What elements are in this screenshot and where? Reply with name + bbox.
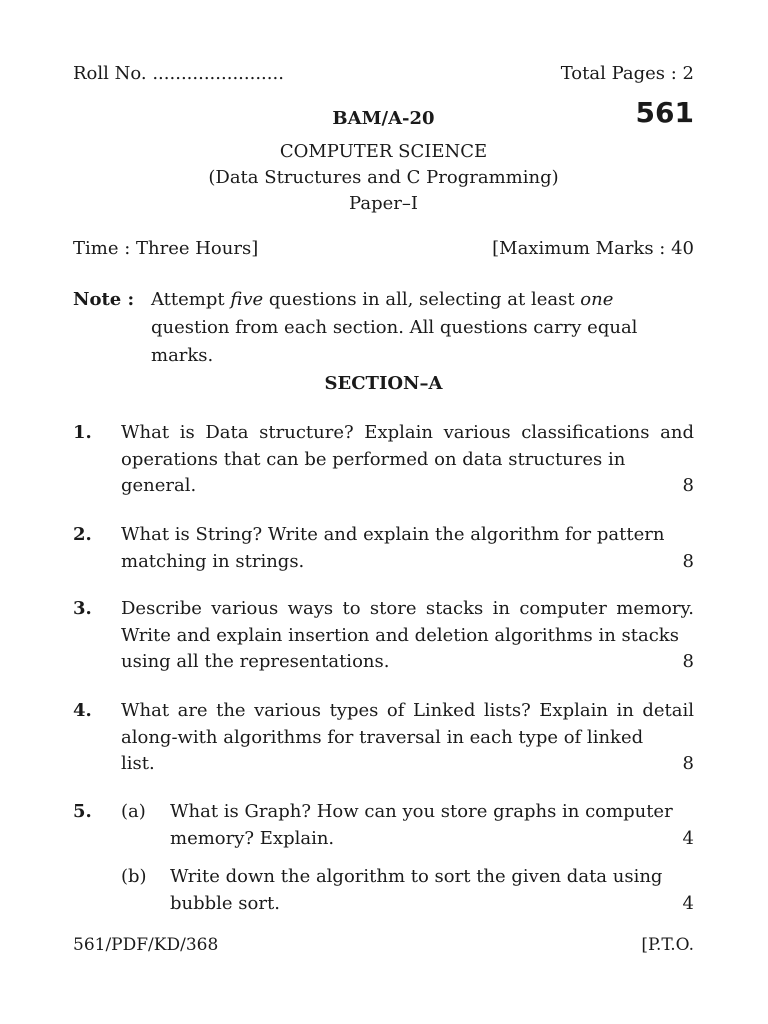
paper-code: BAM/A-20 bbox=[332, 108, 435, 129]
part-label: (a) bbox=[121, 801, 146, 822]
question-marks: 8 bbox=[682, 550, 694, 572]
paper-label: Paper–I bbox=[349, 193, 418, 214]
question-4: 4. What are the various types of Linked lists? Explain in detail along-with algorithms for traversal in each type of linked list. 8 bbox=[73, 698, 694, 778]
part-text: What is Graph? How can you store graphs in computer bbox=[170, 801, 673, 822]
part-label: (b) bbox=[121, 866, 147, 887]
instructions-note bbox=[73, 286, 694, 370]
subject-subtitle: (Data Structures and C Programming) bbox=[208, 167, 559, 188]
question-text: What is String? Write and explain the algorithm for pattern bbox=[121, 524, 665, 545]
total-pages: Total Pages : 2 bbox=[560, 63, 694, 84]
note-text: Attempt five questions in all, selecting at least one question from each section. All questions carry equal marks. bbox=[151, 289, 638, 366]
question-2: 2. What is String? Write and explain the algorithm for pattern matching in strings. 8 bbox=[73, 522, 694, 575]
please-turn-over: [P.T.O. bbox=[641, 935, 694, 955]
question-number: 2. bbox=[73, 524, 92, 545]
question-text: Describe various ways to store stacks in computer memory. Write and explain insertion and deletion algorithms in stacks bbox=[121, 598, 694, 646]
question-marks: 8 bbox=[682, 475, 694, 496]
header-row bbox=[73, 63, 694, 84]
question-marks: 8 bbox=[682, 753, 694, 774]
question-part-b: (b) Write down the algorithm to sort the given data using bubble sort. 4 bbox=[121, 864, 694, 917]
question-number: 5. bbox=[73, 801, 92, 822]
question-number: 3. bbox=[73, 598, 92, 619]
section-heading: SECTION–A bbox=[324, 373, 443, 394]
question-text: What is Data structure? Explain various classifications and operations that can be performed on data structures in bbox=[121, 422, 694, 470]
note-label: Note : bbox=[73, 289, 135, 310]
part-marks: 4 bbox=[682, 827, 694, 849]
question-text: What are the various types of Linked lists? Explain in detail along-with algorithms for traversal in each type of linked bbox=[121, 700, 694, 748]
page-footer bbox=[73, 935, 694, 955]
question-5 bbox=[73, 799, 694, 929]
question-number: 4. bbox=[73, 700, 92, 721]
question-3: 3. Describe various ways to store stacks in computer memory. Write and explain insertion and deletion algorithms in stacks using all the representations. 8 bbox=[73, 596, 694, 676]
subject-title: COMPUTER SCIENCE bbox=[279, 141, 488, 162]
paper-number: 561 bbox=[635, 96, 694, 129]
maximum-marks: [Maximum Marks : 40 bbox=[492, 238, 694, 259]
document-code: 561/PDF/KD/368 bbox=[73, 935, 219, 955]
roll-number-field: Roll No. ....................... bbox=[73, 63, 284, 84]
question-marks: 8 bbox=[682, 651, 694, 672]
part-text: Write down the algorithm to sort the given data using bbox=[170, 866, 663, 887]
exam-meta-row bbox=[73, 238, 694, 259]
question-part-a: (a) What is Graph? How can you store graphs in computer memory? Explain. 4 bbox=[121, 799, 694, 852]
question-1: 1. What is Data structure? Explain various classifications and operations that can be performed on data structures in general. 8 bbox=[73, 420, 694, 500]
time-allowed: Time : Three Hours] bbox=[73, 238, 259, 259]
part-marks: 4 bbox=[682, 892, 694, 914]
question-number: 1. bbox=[73, 422, 92, 443]
